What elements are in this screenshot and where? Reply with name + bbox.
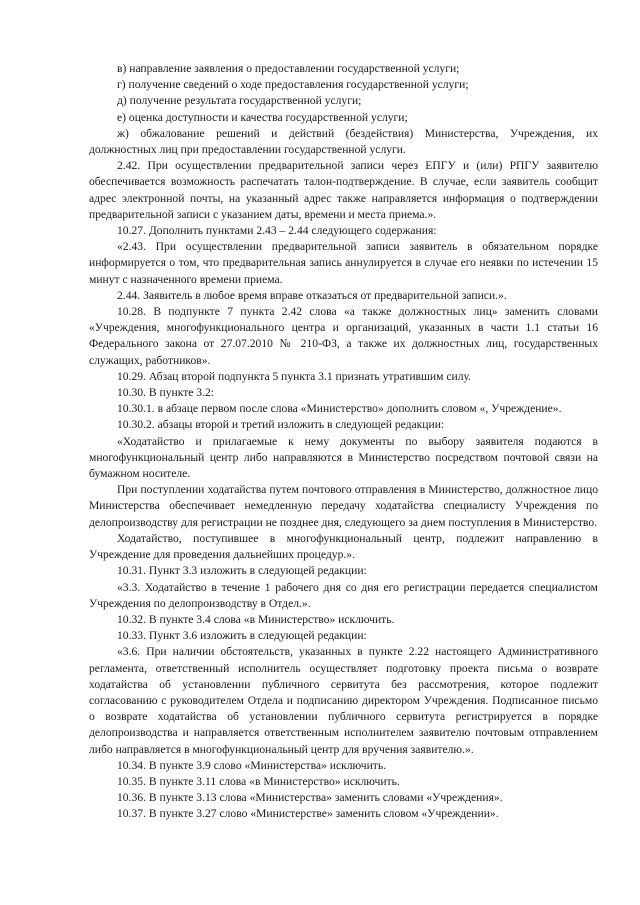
document-body: [89, 61, 598, 823]
paragraph-10-29: 10.29. Абзац второй подпункта 5 пункта 3.1 признать утратившим силу.: [117, 369, 472, 383]
paragraph-10-35: 10.35. В пункте 3.11 слова «в Министерство» исключить.: [117, 774, 400, 788]
paragraph-10-32: 10.32. В пункте 3.4 слова «в Министерство» исключить.: [117, 612, 395, 626]
paragraph-10-37: 10.37. В пункте 3.27 слово «Министерстве» заменить словом «Учреждении».: [117, 807, 499, 821]
paragraph-item-d: д) получение результата государственной услуги;: [117, 94, 362, 108]
paragraph-3-6: «3.6. При наличии обстоятельств, указанных в пункте 2.22 настоящего Административного регламента, ответственный исполнитель осуществляет подготовку проекта письма о возврате ходатайства об установлении публичного сервитута без рассмотрения, которое подлежит согласованию с руководителем Отдела и подписанию директором Учреждения. Подписанное письмо о возврате ходатайства об установлении публичного сервитута регистрируется в порядке делопроизводства и направляется ответственным исполнителем заявителю почтовым отправлением либо направляется в многофункциональный центр для вручения заявителю.».: [89, 645, 598, 756]
paragraph-10-30-2: 10.30.2. абзацы второй и третий изложить в следующей редакции:: [117, 418, 445, 432]
paragraph-10-36: 10.36. В пункте 3.13 слова «Министерства» заменить словами «Учреждения».: [117, 791, 503, 805]
paragraph-2-42: 2.42. При осуществлении предварительной записи через ЕПГУ и (или) РПГУ заявителю обеспечивается возможность распечатать талон-подтверждение. В случае, если заявитель сообщит адрес электронной почты, на указанный адрес также направляется информация о подтверждении предварительной записи с указанием даты, времени и места приема.».: [89, 159, 598, 221]
paragraph-item-v: в) направление заявления о предоставлении государственной услуги;: [117, 62, 460, 75]
paragraph-10-30: 10.30. В пункте 3.2:: [117, 386, 215, 400]
paragraph-10-34: 10.34. В пункте 3.9 слово «Министерства» исключить.: [117, 758, 387, 772]
paragraph-10-31: 10.31. Пункт 3.3 изложить в следующей редакции:: [117, 564, 367, 578]
paragraph-item-g: г) получение сведений о ходе предоставления государственной услуги;: [117, 78, 469, 92]
paragraph-mfc-receipt: Ходатайство, поступившее в многофункциональный центр, подлежит направлению в Учреждение для проведения дальнейших процедур.».: [89, 531, 598, 562]
paragraph-3-3: «3.3. Ходатайство в течение 1 рабочего дня со дня его регистрации передается специалистом Учреждения по делопроизводству в Отдел.».: [89, 580, 598, 610]
paragraph-10-28: 10.28. В подпункте 7 пункта 2.42 слова «а также должностных лиц» заменить словами «Учреждения, многофункционального центра и организаций, указанных в части 1.1 статьи 16 Федерального закона от 27.07.2010 № 210-ФЗ, а также их должностных лиц, государственных служащих, работников».: [89, 305, 598, 367]
paragraph-10-33: 10.33. Пункт 3.6 изложить в следующей редакции:: [117, 629, 367, 643]
paragraph-item-e: е) оценка доступности и качества государственной услуги;: [117, 110, 408, 124]
paragraph-10-30-1: 10.30.1. в абзаце первом после слова «Министерство» дополнить словом «, Учреждение».: [117, 402, 562, 416]
paragraph-10-27: 10.27. Дополнить пунктами 2.43 – 2.44 следующего содержания:: [117, 224, 437, 238]
paragraph-postal-receipt: При поступлении ходатайства путем почтового отправления в Министерство, должностное лицо Министерства обеспечивает немедленную передачу ходатайства специалисту Учреждения по делопроизводству для регистрации не позднее дня, следующего за днем поступления в Министерство.: [89, 483, 598, 529]
paragraph-2-43: «2.43. При осуществлении предварительной записи заявитель в обязательном порядке информируется о том, что предварительная запись аннулируется в случае его неявки по истечении 15 минут с назначенного времени приема.: [89, 240, 598, 286]
paragraph-2-44: 2.44. Заявитель в любое время вправе отказаться от предварительной записи.».: [117, 288, 507, 302]
paragraph-item-zh: ж) обжалование решений и действий (бездействия) Министерства, Учреждения, их должностных лиц при предоставлении государственной услуги.: [89, 126, 598, 157]
paragraph-petition-submission: «Ходатайство и прилагаемые к нему документы по выбору заявителя подаются в многофункциональный центр либо направляются в Министерство посредством почтовой связи на бумажном носителе.: [89, 434, 598, 481]
